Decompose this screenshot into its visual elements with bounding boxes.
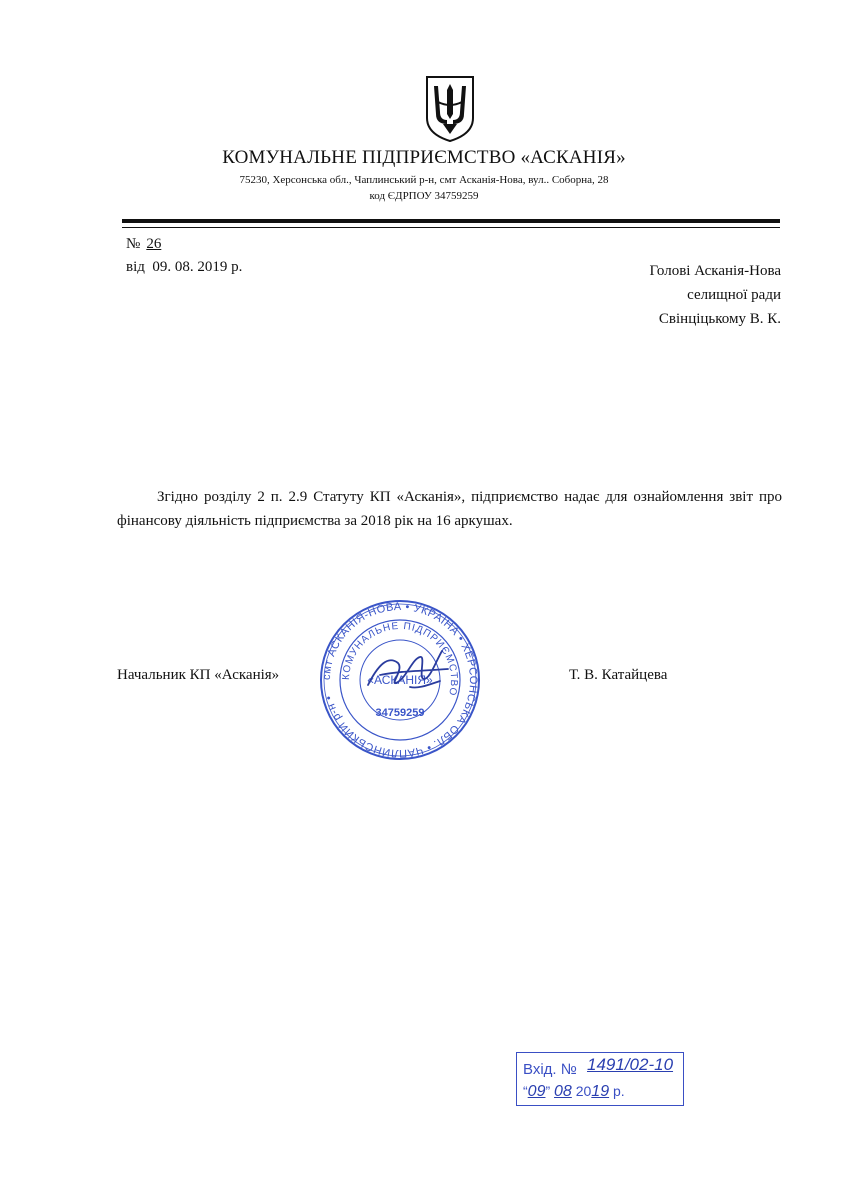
recipient-block bbox=[650, 259, 781, 331]
seal-code: 34759259 bbox=[375, 707, 425, 719]
body-text: Згідно розділу 2 п. 2.9 Статуту КП «Асканія», підприємство надає для ознайомлення звіт про фінансову діяльність підприємства за 2018 рік на 16 аркушах. bbox=[117, 489, 782, 529]
trident-icon bbox=[423, 74, 477, 144]
reg-month: 08 bbox=[554, 1083, 572, 1100]
number-label: № bbox=[126, 236, 141, 252]
recipient-line-3: Свінціцькому В. К. bbox=[658, 311, 781, 327]
recipient-line-1: Голові Асканія-Нова bbox=[649, 263, 781, 279]
recipient-line-2: селищної ради bbox=[687, 287, 781, 303]
header-rule-thick bbox=[122, 219, 780, 223]
number-value: 26 bbox=[146, 236, 162, 252]
org-title: КОМУНАЛЬНЕ ПІДПРИЄМСТВО «АСКАНІЯ» bbox=[222, 147, 626, 168]
reg-year-prefix: 20 bbox=[575, 1083, 592, 1099]
signatory-position: Начальник КП «Асканія» bbox=[117, 667, 280, 683]
org-address: 75230, Херсонська обл., Чаплинський р-н, смт Асканія-Нова, вул.. Соборна, 28 bbox=[239, 174, 609, 186]
handwritten-signature bbox=[360, 645, 455, 700]
reg-label: Вхід. № bbox=[523, 1061, 577, 1078]
body-paragraph bbox=[117, 485, 782, 533]
reg-number: 1491/02-10 bbox=[587, 1055, 674, 1074]
registration-stamp bbox=[516, 1052, 684, 1106]
document-date bbox=[126, 259, 242, 276]
date-label: від bbox=[126, 259, 145, 275]
reg-day: 09 bbox=[527, 1083, 546, 1100]
seal-outer-text: смт АСКАНІЯ-НОВА • УКРАЇНА • ХЕРСОНСЬКА ОБЛ. • ЧАПЛИНСЬКИЙ р-н • bbox=[320, 600, 480, 760]
header-rule-thin bbox=[122, 227, 780, 228]
date-value: 09. 08. 2019 р. bbox=[152, 259, 243, 275]
signatory-name: Т. В. Катайцева bbox=[569, 667, 668, 683]
reg-date: “09” 08 2019 р. bbox=[523, 1083, 625, 1100]
document-number bbox=[126, 236, 169, 253]
reg-year-suffix: 19 bbox=[591, 1083, 610, 1100]
seal-inner-text: КОМУНАЛЬНЕ ПІДПРИЄМСТВО bbox=[340, 620, 460, 698]
org-code: код ЄДРПОУ 34759259 bbox=[369, 190, 479, 202]
reg-year-end: р. bbox=[612, 1083, 625, 1099]
seal-center-text: «АСКАНІЯ» bbox=[367, 673, 433, 687]
